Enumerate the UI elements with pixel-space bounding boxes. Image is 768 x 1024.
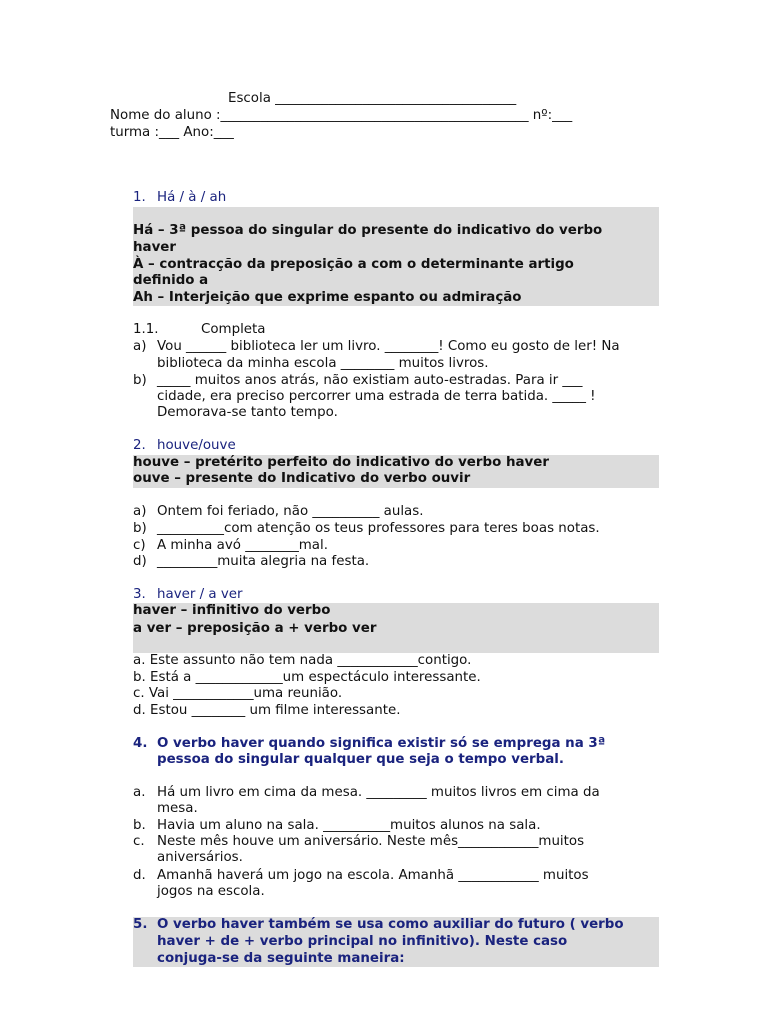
exercise-4a-line-2: mesa. — [157, 801, 198, 816]
exercise-3d: d. Estou ________ um filme interessante. — [133, 703, 401, 718]
exercise-4d-label: d. — [133, 868, 146, 883]
exercise-1a-line-2: biblioteca da minha escola ________ muitos livros. — [157, 356, 489, 371]
section-5-title-line-3: conjuga-se da seguinte maneira: — [157, 951, 405, 966]
exercise-4b-line-1: Havia um aluno na sala. __________muitos alunos na sala. — [157, 818, 541, 833]
section-3-number: 3. — [133, 587, 146, 602]
section-5-number: 5. — [133, 917, 148, 932]
exercise-1b-line-3: Demorava-se tanto tempo. — [157, 405, 338, 420]
section-4-title-line-1: O verbo haver quando significa existir só se emprega na 3ª — [157, 736, 606, 751]
exercise-2b-text: __________com atenção os teus professores para teres boas notas. — [157, 521, 600, 536]
exercise-2b-label: b) — [133, 521, 147, 536]
class-year-field: turma :___ Ano:___ — [110, 125, 234, 140]
exercise-2d-text: _________muita alegria na festa. — [157, 554, 370, 569]
student-name-field: Nome do aluno :______________________________________________ nº:___ — [110, 108, 573, 123]
exercise-2c-text: A minha avó ________mal. — [157, 538, 328, 553]
exercise-1a-line-1: Vou ______ biblioteca ler um livro. ________! Como eu gosto de ler! Na — [157, 339, 620, 354]
exercise-3a: a. Este assunto não tem nada ____________contigo. — [133, 653, 472, 668]
exercise-1b-line-2: cidade, era preciso percorrer uma estrada de terra batida. _____ ! — [157, 389, 596, 404]
section-1-def-5: Ah – Interjeição que exprime espanto ou admiração — [133, 290, 522, 305]
exercise-4c-label: c. — [133, 834, 145, 849]
section-1-def-1: Há – 3ª pessoa do singular do presente do indicativo do verbo — [133, 223, 603, 238]
section-1-def-3: À – contracção da preposição a com o determinante artigo — [133, 257, 574, 272]
exercise-2a-label: a) — [133, 504, 147, 519]
exercise-2c-label: c) — [133, 538, 146, 553]
exercise-4a-line-1: Há um livro em cima da mesa. _________ muitos livros em cima da — [157, 785, 600, 800]
exercise-1a-label: a) — [133, 339, 147, 354]
exercise-1b-label: b) — [133, 373, 147, 388]
section-2-def-2: ouve – presente do Indicativo do verbo ouvir — [133, 471, 471, 486]
section-1-number: 1. — [133, 190, 146, 205]
section-2-title: houve/ouve — [157, 438, 236, 453]
exercise-4d-line-1: Amanhã haverá um jogo na escola. Amanhã ____________ muitos — [157, 868, 589, 883]
exercise-4d-line-2: jogos na escola. — [157, 884, 265, 899]
section-1-def-4: definido a — [133, 273, 209, 288]
section-1-def-2: haver — [133, 240, 176, 255]
section-3-title: haver / a ver — [157, 587, 243, 602]
section-3-def-2: a ver – preposição a + verbo ver — [133, 621, 377, 636]
exercise-3b: b. Está a _____________um espectáculo interessante. — [133, 670, 481, 685]
exercise-4a-label: a. — [133, 785, 146, 800]
section-4-title-line-2: pessoa do singular qualquer que seja o tempo verbal. — [157, 752, 564, 767]
section-3-def-1: haver – infinitivo do verbo — [133, 603, 331, 618]
section-2-def-1: houve – pretérito perfeito do indicativo do verbo haver — [133, 455, 549, 470]
section-5-title-line-1: O verbo haver também se usa como auxiliar do futuro ( verbo — [157, 917, 624, 932]
exercise-4c-line-2: aniversários. — [157, 850, 243, 865]
exercise-2d-label: d) — [133, 554, 147, 569]
exercise-4b-label: b. — [133, 818, 146, 833]
section-1-title: Há / à / ah — [157, 190, 227, 205]
subsection-1-1-number: 1.1. — [133, 322, 159, 337]
exercise-4c-line-1: Neste mês houve um aniversário. Neste mês____________muitos — [157, 834, 585, 849]
subsection-1-1-title: Completa — [201, 322, 266, 337]
exercise-1b-line-1: _____ muitos anos atrás, não existiam auto-estradas. Para ir ___ — [157, 373, 583, 388]
section-5-title-line-2: haver + de + verbo principal no infinitivo). Neste caso — [157, 934, 568, 949]
section-2-number: 2. — [133, 438, 146, 453]
school-field: Escola ____________________________________ — [228, 91, 517, 106]
exercise-2a-text: Ontem foi feriado, não __________ aulas. — [157, 504, 424, 519]
section-4-number: 4. — [133, 736, 148, 751]
exercise-3c: c. Vai ____________uma reunião. — [133, 686, 343, 701]
